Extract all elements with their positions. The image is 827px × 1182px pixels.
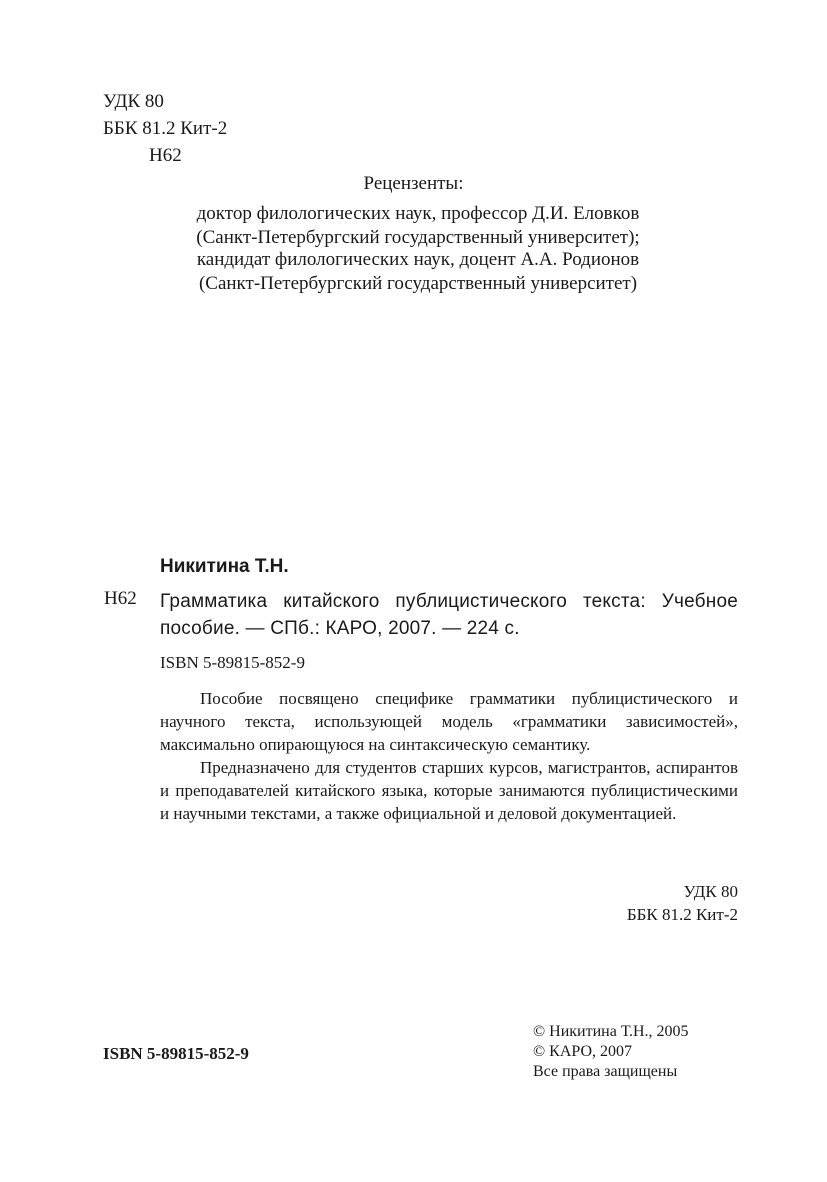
copyright-author: © Никитина Т.Н., 2005 — [533, 1023, 689, 1040]
catalog-author: Никитина Т.Н. — [160, 556, 289, 577]
reviewer-2-affiliation: (Санкт-Петербургский государственный университет) — [198, 273, 638, 294]
reviewer-2 — [140, 248, 696, 296]
reviewer-1-title: доктор филологических наук, профессор Д.И. Еловков — [196, 203, 640, 224]
catalog-isbn: ISBN 5-89815-852-9 — [160, 653, 305, 672]
rights-reserved: Все права защищены — [533, 1063, 678, 1080]
udk-code: УДК 80 — [103, 91, 164, 112]
classification-block-top — [103, 88, 227, 169]
udk-code-bottom: УДК 80 — [683, 882, 738, 901]
catalog-author-mark: Н62 — [104, 588, 137, 609]
bbk-code-bottom: ББК 81.2 Кит-2 — [626, 905, 738, 924]
reviewers-heading: Рецензенты: — [363, 173, 464, 194]
annotation — [160, 687, 738, 825]
author-mark: Н62 — [149, 145, 182, 166]
reviewer-1 — [140, 202, 696, 250]
reviewer-2-title: кандидат филологических наук, доцент А.А. Родионов — [196, 249, 640, 270]
catalog-title-description: Грамматика китайского публицистического текста: Учебное пособие. — СПб.: КАРО, 2007. — 224 с. — [160, 591, 738, 639]
annotation-paragraph-1: Пособие посвящено специфике грамматики публицистического и научного текста, использующей модель «грамматики зависимостей», максимально опирающуюся на синтаксическую семантику. — [160, 689, 738, 754]
copyright-block — [533, 1022, 689, 1082]
reviewer-1-affiliation: (Санкт-Петербургский государственный университет); — [196, 227, 640, 248]
copyright-publisher: © КАРО, 2007 — [533, 1043, 633, 1060]
annotation-paragraph-2: Предназначено для студентов старших курсов, магистрантов, аспирантов и преподавателей китайского языка, которые занимаются публицистическими и научными текстами, а также официальной и деловой документацией. — [160, 758, 738, 823]
classification-block-bottom — [500, 880, 738, 926]
footer-isbn: ISBN 5-89815-852-9 — [103, 1044, 249, 1063]
bbk-code: ББК 81.2 Кит-2 — [103, 118, 228, 139]
